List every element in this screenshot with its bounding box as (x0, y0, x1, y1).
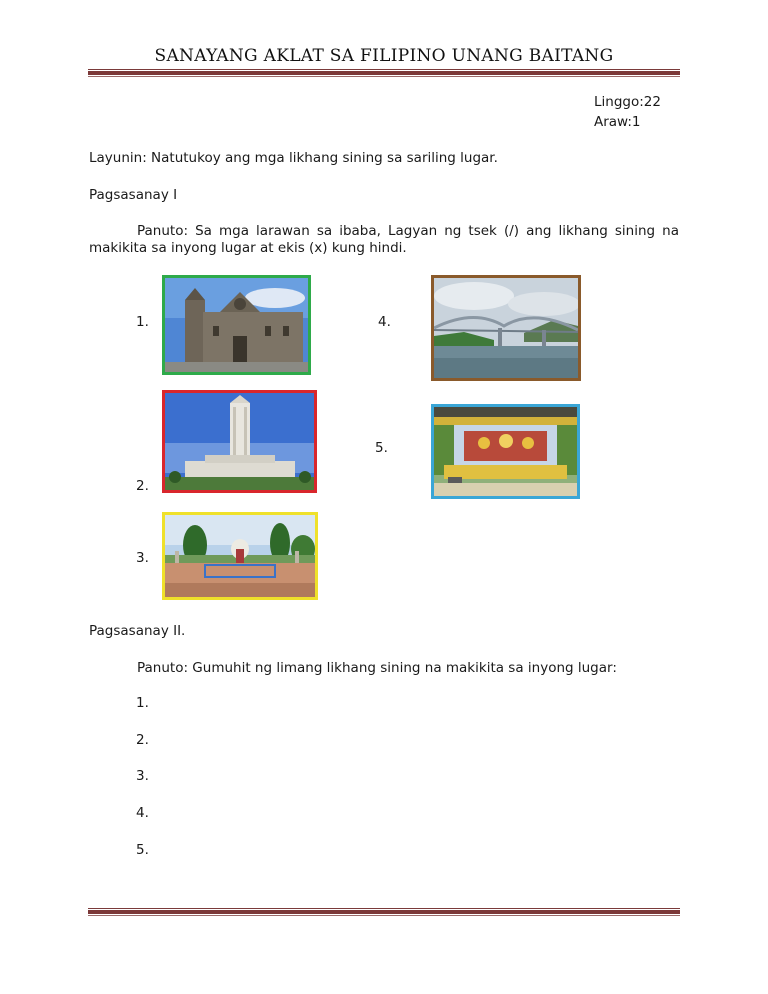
item-4-number: 4. (378, 314, 391, 330)
exercise-1-title: Pagsasanay I (89, 187, 178, 203)
stage-display-photo (431, 404, 580, 499)
drawing-item-5: 5. (136, 842, 149, 858)
drawing-item-1: 1. (136, 695, 149, 711)
plaza-monument-photo (162, 512, 318, 600)
exercise-2-title: Pagsasanay II. (89, 623, 186, 639)
arch-bridge-photo (431, 275, 581, 381)
day-label: Araw:1 (594, 114, 641, 130)
exercise-1-instruction-line-2: makikita sa inyong lugar at ekis (x) kung hindi. (89, 240, 407, 256)
drawing-item-4: 4. (136, 805, 149, 821)
stone-church-photo (162, 275, 311, 375)
week-label: Linggo:22 (594, 94, 661, 110)
header-rule (88, 69, 680, 77)
item-1-number: 1. (136, 314, 149, 330)
exercise-1-instruction-line-1: Panuto: Sa mga larawan sa ibaba, Lagyan ng tsek (/) ang likhang sining na (137, 223, 679, 239)
drawing-item-3: 3. (136, 768, 149, 784)
item-3-number: 3. (136, 550, 149, 566)
item-2-number: 2. (136, 478, 149, 494)
capitol-tower-photo (162, 390, 317, 493)
objective-text: Layunin: Natutukoy ang mga likhang sining sa sariling lugar. (89, 150, 498, 166)
page-header-title: SANAYANG AKLAT SA FILIPINO UNANG BAITANG (154, 46, 614, 66)
drawing-item-2: 2. (136, 732, 149, 748)
item-5-number: 5. (375, 440, 388, 456)
footer-rule (88, 908, 680, 916)
exercise-2-instruction: Panuto: Gumuhit ng limang likhang sining na makikita sa inyong lugar: (137, 660, 617, 676)
